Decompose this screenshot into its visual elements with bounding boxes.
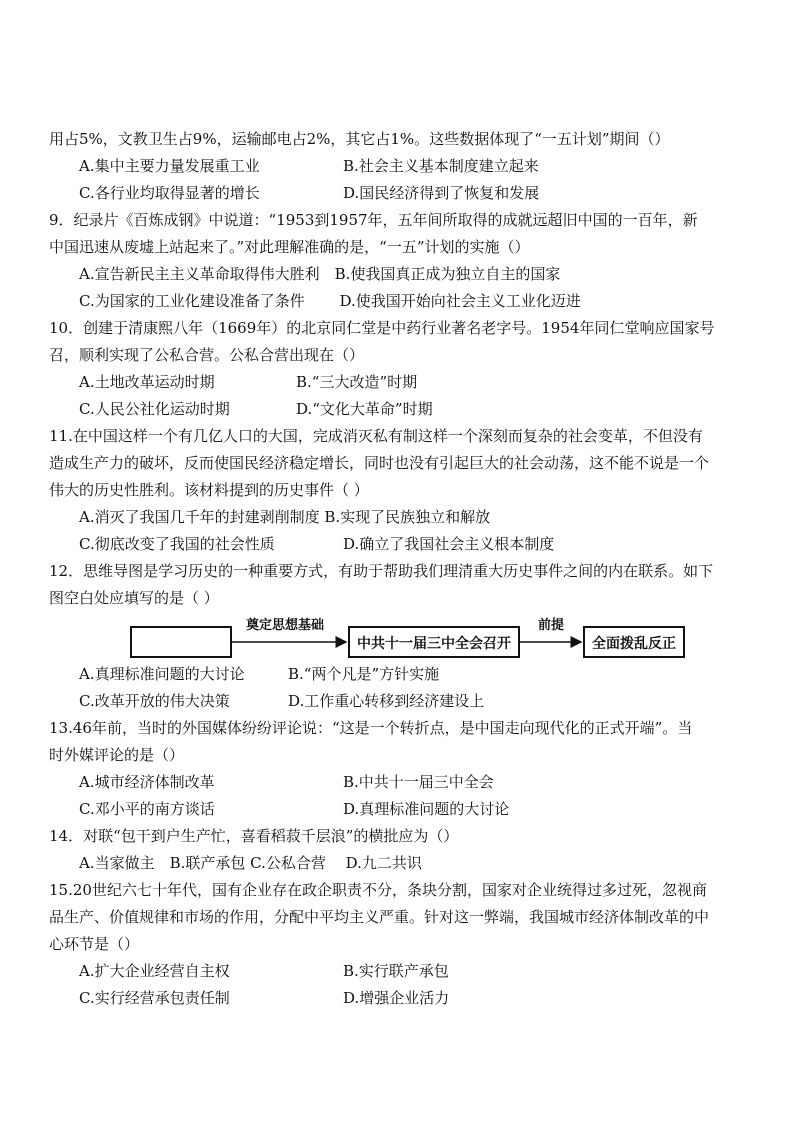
q15-option-c: C.实行经营承包责任制	[79, 989, 230, 1007]
q11-option-d: D.确立了我国社会主义根本制度	[343, 535, 555, 553]
q11-stem-cont2: 伟大的历史性胜利。该材料提到的历史事件（ ）	[49, 481, 369, 499]
q12-stem: 12．思维导图是学习历史的一种重要方式，有助于帮助我们理清重大历史事件之间的内在联系。如下	[49, 562, 714, 580]
q10-stem: 10．创建于清康熙八年（1669年）的北京同仁堂是中药行业著名老字号。1954年同仁堂响应国家号	[49, 319, 715, 337]
q14-options: A.当家做主 B.联产承包 C.公私合营 D.九二共识	[79, 854, 422, 872]
q11-option-c: C.彻底改变了我国的社会性质	[79, 535, 275, 553]
q15-stem-cont: 品生产、价值规律和市场的作用，分配中平均主义严重。针对这一弊端，我国城市经济体制改革的中	[49, 908, 710, 926]
q14-stem: 14．对联“包干到户生产忙，喜看稻菽千层浪”的横批应为（）	[49, 827, 459, 845]
q8-option-b: B.社会主义基本制度建立起来	[343, 157, 539, 175]
q12-option-c: C.改革开放的伟大决策	[79, 692, 230, 710]
q9-stem-cont: 中国迅速从废墟上站起来了。”对此理解准确的是，“一五”计划的实施（）	[49, 238, 530, 256]
q10-option-d: D.“文化大革命”时期	[296, 400, 433, 418]
arrow-label-1: 奠定思想基础	[246, 618, 325, 633]
q15-stem-cont2: 心环节是（）	[49, 935, 140, 953]
q13-option-a: A.城市经济体制改革	[79, 773, 215, 791]
q11-stem-cont: 造成生产力的破坏，反而使国民经济稳定增长，同时也没有引起巨大的社会动荡，这不能不说是一个	[49, 454, 710, 472]
q10-option-a: A.土地改革运动时期	[79, 373, 215, 391]
q15-option-d: D.增强企业活力	[343, 989, 450, 1007]
q15-option-b: B.实行联产承包	[343, 962, 449, 980]
intro-line: 用占5%，文教卫生占9%，运输邮电占2%，其它占1%。这些数据体现了“一五计划”期间（）	[49, 130, 670, 148]
mind-map-diagram	[130, 620, 690, 664]
q13-stem-cont: 时外媒评论的是（）	[49, 746, 185, 764]
q13-option-c: C.邓小平的南方谈话	[79, 800, 215, 818]
q15-stem: 15.20世纪六七十年代，国有企业存在政企职责不分，条块分割，国家对企业统得过多过死，忽视商	[49, 881, 707, 899]
q12-stem-cont: 图空白处应填写的是（ ）	[49, 589, 219, 607]
q8-option-d: D.国民经济得到了恢复和发展	[343, 184, 540, 202]
q12-option-a: A.真理标准问题的大讨论	[79, 665, 245, 683]
q11-options-ab: A.消灭了我国几千年的封建剥削制度 B.实现了民族独立和解放	[79, 508, 491, 526]
q9-stem: 9．纪录片《百炼成钢》中说道：“1953到1957年，五年间所取得的成就远超旧中国的一百年，新	[49, 211, 698, 229]
q9-options-cd: C.为国家的工业化建设准备了条件 D.使我国开始向社会主义工业化迈进	[79, 292, 581, 310]
q8-option-a: A.集中主要力量发展重工业	[79, 157, 260, 175]
box-third-plenum: 中共十一届三中全会召开	[348, 626, 520, 658]
q12-option-b: B.“两个凡是”方针实施	[288, 665, 440, 683]
box-rectify: 全面拨乱反正	[583, 626, 685, 658]
q10-option-c: C.人民公社化运动时期	[79, 400, 230, 418]
q10-option-b: B.“三大改造”时期	[296, 373, 418, 391]
q13-stem: 13.46年前，当时的外国媒体纷纷评论说：“这是一个转折点，是中国走向现代化的正式开端”。当	[49, 719, 693, 737]
q8-option-c: C.各行业均取得显著的增长	[79, 184, 260, 202]
q10-stem-cont: 召，顺利实现了公私合营。公私合营出现在（）	[49, 346, 365, 364]
q11-stem: 11.在中国这样一个有几亿人口的大国，完成消灭私有制这样一个深刻而复杂的社会变革，不但没有	[49, 427, 703, 445]
q15-option-a: A.扩大企业经营自主权	[79, 962, 230, 980]
q13-option-b: B.中共十一届三中全会	[343, 773, 494, 791]
arrow-label-2: 前提	[538, 618, 565, 633]
q13-option-d: D.真理标准问题的大讨论	[343, 800, 510, 818]
q9-options-ab: A.宣告新民主主义革命取得伟大胜利 B.使我国真正成为独立自主的国家	[79, 265, 561, 283]
q12-option-d: D.工作重心转移到经济建设上	[288, 692, 485, 710]
